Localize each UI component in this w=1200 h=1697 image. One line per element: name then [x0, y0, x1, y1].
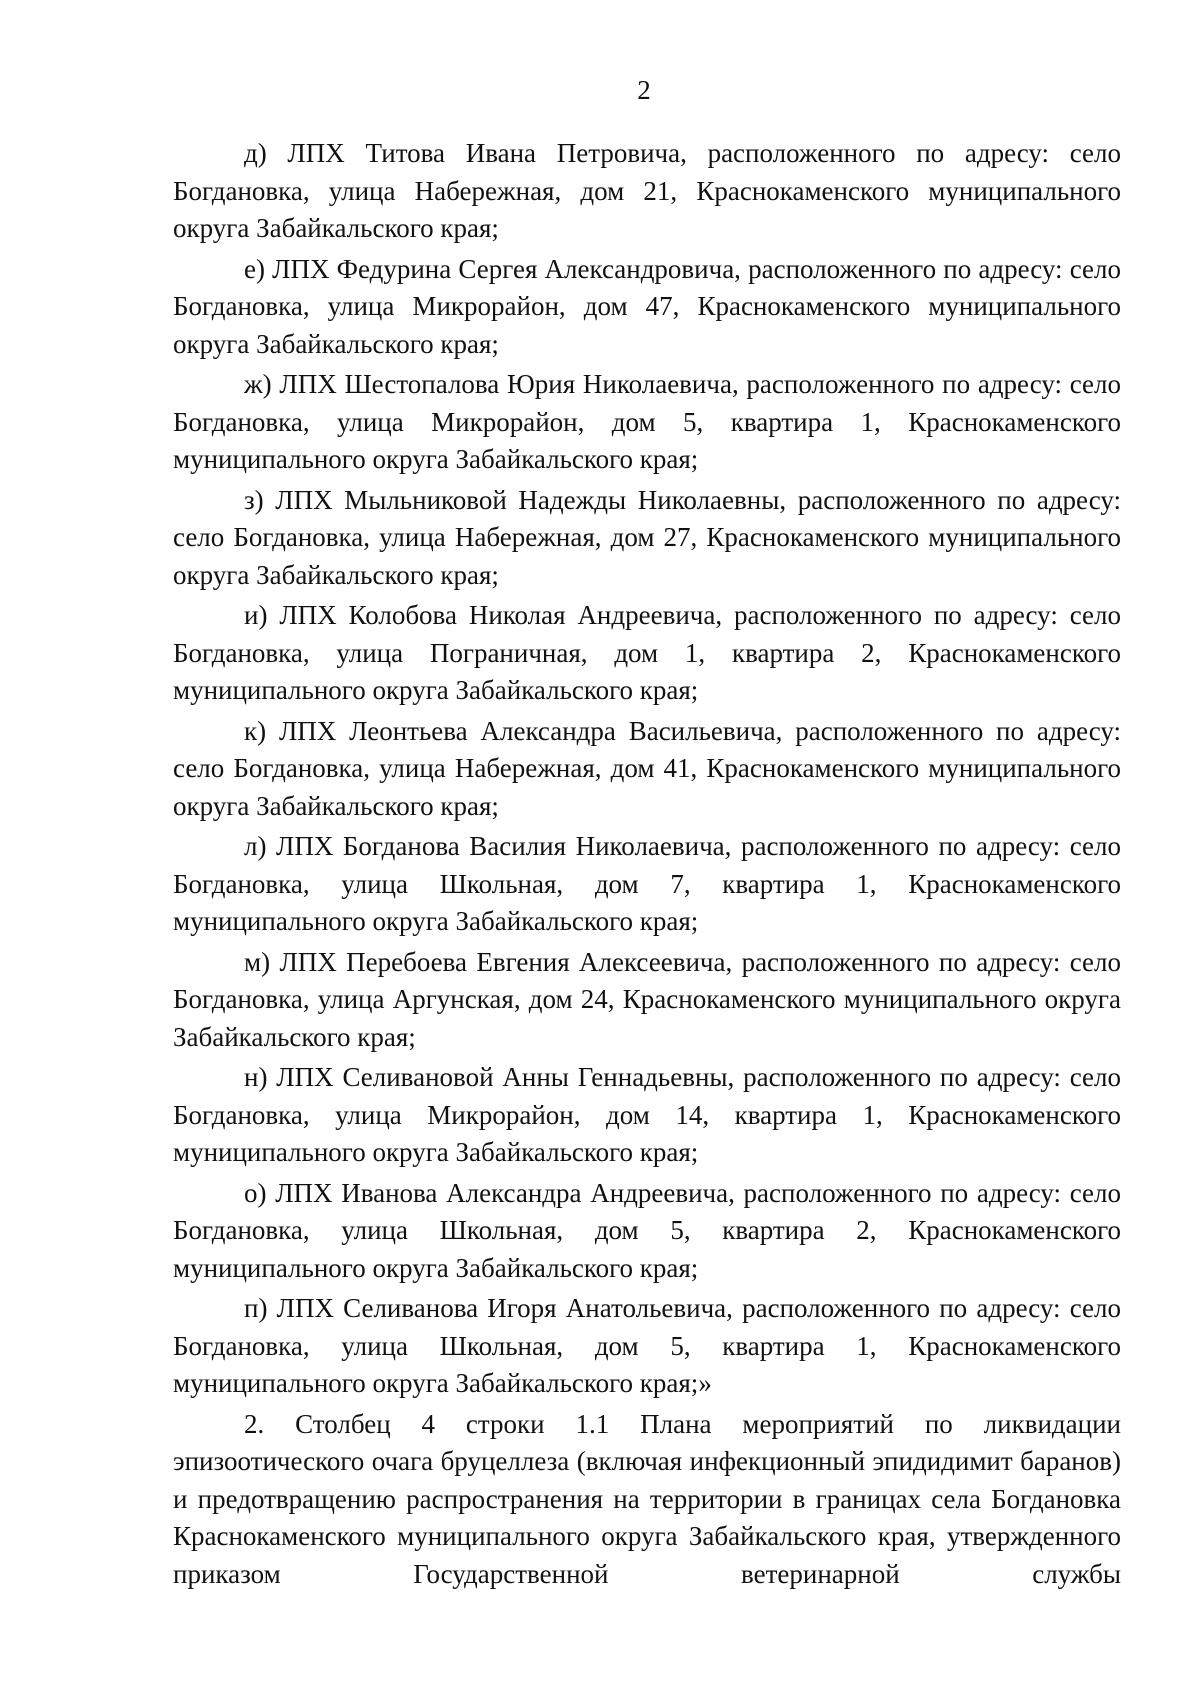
list-item-i: и) ЛПХ Колобова Николая Андреевича, расположенного по адресу: село Богдановка, улица Пограничная, дом 1, квартира 2, Краснокаменского муниципального округа Забайкальского края; — [173, 600, 1121, 705]
list-item-z: з) ЛПХ Мыльниковой Надежды Николаевны, расположенного по адресу: село Богдановка, улица Набережная, дом 27, Краснокаменского муниципального округа Забайкальского края; — [173, 484, 1121, 590]
list-item-e: е) ЛПХ Федурина Сергея Александровича, расположенного по адресу: село Богдановка, улица Микрорайон, дом 47, Краснокаменского муниципального округа Забайкальского края; — [173, 253, 1121, 359]
list-item-zh: ж) ЛПХ Шестопалова Юрия Николаевича, расположенного по адресу: село Богдановка, улица Микрорайон, дом 5, квартира 1, Краснокаменского муниципального округа Забайкальского края; — [173, 369, 1121, 474]
list-item-m: м) ЛПХ Перебоева Евгения Алексеевича, расположенного по адресу: село Богдановка, улица Аргунская, дом 24, Краснокаменского муниципального округа Забайкальского края; — [173, 946, 1121, 1052]
list-item-k: к) ЛПХ Леонтьева Александра Васильевича, расположенного по адресу: село Богдановка, улица Набережная, дом 41, Краснокаменского муниципального округа Забайкальского края; — [173, 715, 1121, 821]
page-number: 2 — [637, 75, 651, 105]
list-item-o: о) ЛПХ Иванова Александра Андреевича, расположенного по адресу: село Богдановка, улица Школьная, дом 5, квартира 2, Краснокаменского муниципального округа Забайкальского края; — [173, 1177, 1121, 1283]
list-item-d: д) ЛПХ Титова Ивана Петровича, расположенного по адресу: село Богдановка, улица Набережная, дом 21, Краснокаменского муниципального округа Забайкальского края; — [173, 138, 1121, 243]
list-item-l: л) ЛПХ Богданова Василия Николаевича, расположенного по адресу: село Богдановка, улица Школьная, дом 7, квартира 1, Краснокаменского муниципального округа Забайкальского края; — [173, 831, 1121, 936]
document-body — [173, 135, 1121, 1596]
list-item-n: н) ЛПХ Селивановой Анны Геннадьевны, расположенного по адресу: село Богдановка, улица Микрорайон, дом 14, квартира 1, Краснокаменского муниципального округа Забайкальского края; — [173, 1062, 1121, 1167]
list-item-p: п) ЛПХ Селиванова Игоря Анатольевича, расположенного по адресу: село Богдановка, улица Школьная, дом 5, квартира 1, Краснокаменского муниципального округа Забайкальского края;» — [173, 1293, 1121, 1398]
section-2-paragraph: 2. Столбец 4 строки 1.1 Плана мероприятий по ликвидации эпизоотического очага бруцеллеза (включая инфекционный эпидидимит баранов) и предотвращению распространения на территории в границах села Богдановка Краснокаменского муниципального округа Забайкальского края, утвержденного приказом Государственной ветеринарной службы — [173, 1408, 1121, 1589]
